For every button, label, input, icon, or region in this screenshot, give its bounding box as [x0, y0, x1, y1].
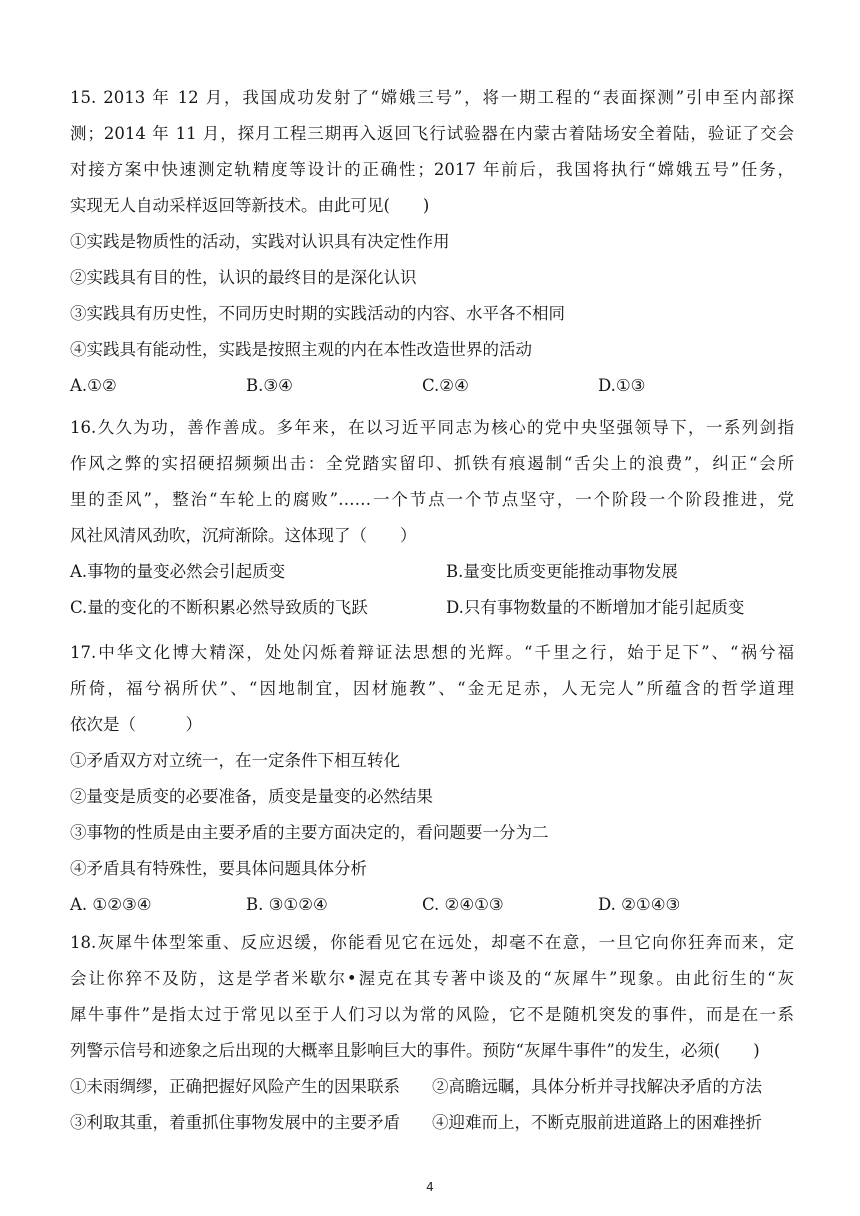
question-18-statements-row-2	[70, 1105, 794, 1141]
question-17-statement-4: ④矛盾具有特殊性，要具体问题具体分析	[70, 859, 367, 878]
question-15-stem-line: 测；2014 年 11 月，探月工程三期再入返回飞行试验器在内蒙古着陆场安全着陆，验证了交会	[70, 124, 794, 143]
question-18-stem-line: 列警示信号和迹象之后出现的大概率且影响巨大的事件。预防“灰犀牛事件”的发生，必须( )	[70, 1041, 760, 1060]
question-17-statement-3: ③事物的性质是由主要矛盾的主要方面决定的，看问题要一分为二	[70, 823, 549, 842]
question-16-options-row-1	[70, 554, 794, 590]
question-16-options-row-2	[70, 590, 794, 626]
question-15-statement-1: ①实践是物质性的活动，实践对认识具有决定性作用	[70, 232, 450, 251]
question-16	[70, 410, 794, 626]
question-15-statement-3: ③实践具有历史性，不同历史时期的实践活动的内容、水平各不相同	[70, 304, 565, 323]
option-c: C.量的变化的不断积累必然导致质的飞跃	[70, 598, 368, 617]
question-15-stem-line: 15. 2013 年 12 月，我国成功发射了“嫦娥三号”，将一期工程的“表面探测”引申至内部探	[70, 88, 794, 107]
question-15-statement-4: ④实践具有能动性，实践是按照主观的内在本性改造世界的活动	[70, 340, 532, 359]
question-16-stem-line: 风社风清风劲吹，沉疴渐除。这体现了（ ）	[70, 526, 417, 545]
question-16-stem-line: 里的歪风”，整治“车轮上的腐败”……一个节点一个节点坚守，一个阶段一个阶段推进，党	[70, 490, 794, 509]
option-a: A.①②	[70, 376, 117, 395]
question-18-statement-1: ①未雨绸缪，正确把握好风险产生的因果联系	[70, 1077, 400, 1096]
question-18-statements-row-1	[70, 1069, 794, 1105]
question-18-statement-3: ③利取其重，着重抓住事物发展中的主要矛盾	[70, 1113, 400, 1132]
question-18	[70, 925, 794, 1141]
option-a: A. ①②③④	[70, 895, 152, 914]
question-15-statement-2: ②实践具有目的性，认识的最终目的是深化认识	[70, 268, 417, 287]
question-15-stem-line: 对接方案中快速测定轨精度等设计的正确性；2017 年前后，我国将执行“嫦娥五号”任务，	[70, 160, 794, 179]
question-18-statement-4: ④迎难而上，不断克服前进道路上的困难挫折	[432, 1113, 762, 1132]
option-a: A.事物的量变必然会引起质变	[70, 562, 286, 581]
page-number: 4	[426, 1180, 434, 1194]
option-c: C. ②④①③	[422, 895, 504, 914]
option-d: D. ②①④③	[598, 895, 681, 914]
option-d: D.只有事物数量的不断增加才能引起质变	[446, 598, 745, 617]
option-c: C.②④	[422, 376, 469, 395]
question-18-stem-line: 会让你猝不及防，这是学者米歇尔•渥克在其专著中谈及的“灰犀牛”现象。由此衍生的“灰	[70, 969, 794, 988]
question-15-stem-line: 实现无人自动采样返回等新技术。由此可见( )	[70, 196, 430, 215]
question-18-stem-line: 18.灰犀牛体型笨重、反应迟缓，你能看见它在远处，却毫不在意，一旦它向你狂奔而来，定	[70, 933, 794, 952]
question-17-statement-2: ②量变是质变的必要准备，质变是量变的必然结果	[70, 787, 433, 806]
option-b: B.③④	[246, 376, 293, 395]
question-16-stem-line: 作风之弊的实招硬招频频出击：全党踏实留印、抓铁有痕遏制“舌尖上的浪费”，纠正“会所	[70, 454, 794, 473]
question-16-stem-line: 16.久久为功，善作善成。多年来，在以习近平同志为核心的党中央坚强领导下，一系列剑指	[70, 418, 794, 437]
question-17-stem-line: 依次是（ ）	[70, 715, 202, 734]
question-15	[70, 80, 794, 404]
question-17-stem-line: 所倚，福兮祸所伏”、“因地制宜，因材施教”、“金无足赤，人无完人”所蕴含的哲学道理	[70, 679, 794, 698]
option-b: B.量变比质变更能推动事物发展	[446, 562, 678, 581]
question-18-stem-line: 犀牛事件”是指太过于常见以至于人们习以为常的风险，它不是随机突发的事件，而是在一系	[70, 1005, 794, 1024]
question-18-statement-2: ②高瞻远瞩，具体分析并寻找解决矛盾的方法	[432, 1077, 762, 1096]
question-17-stem-line: 17.中华文化博大精深，处处闪烁着辩证法思想的光辉。“千里之行，始于足下”、“祸兮福	[70, 643, 794, 662]
question-17-statement-1: ①矛盾双方对立统一，在一定条件下相互转化	[70, 751, 400, 770]
question-17-options	[70, 887, 794, 923]
option-d: D.①③	[598, 376, 646, 395]
question-15-options	[70, 368, 794, 404]
question-17	[70, 635, 794, 923]
option-b: B. ③①②④	[246, 895, 328, 914]
